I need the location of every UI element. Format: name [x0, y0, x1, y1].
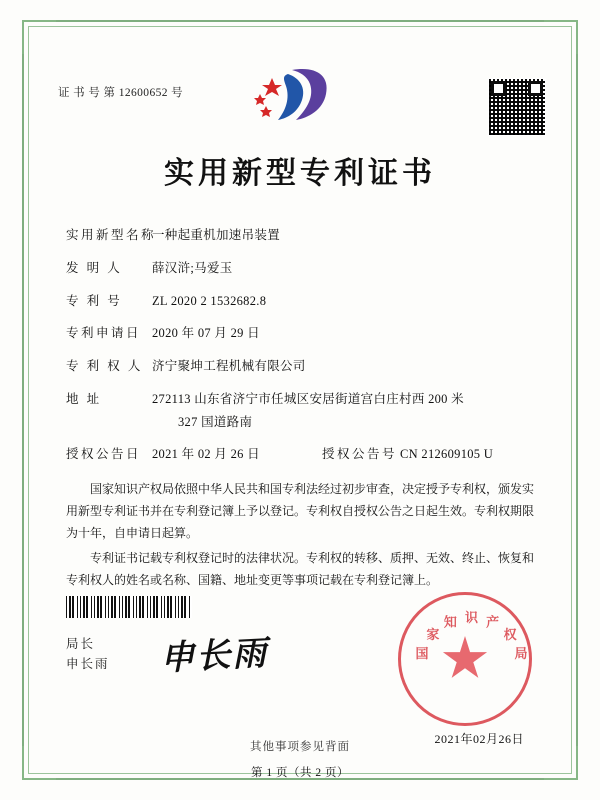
legal-paragraph-1: 国家知识产权局依照中华人民共和国专利法经过初步审查，决定授予专利权，颁发实用新型专利证书并在专利登记簿上予以登记。专利权自授权公告之日起生效。专利权期限为十年，自申请日起算。 — [66, 482, 535, 541]
address-line-2: 327 国道路南 — [178, 414, 253, 429]
field-value: 薛汉浒;马爱玉 — [152, 260, 233, 275]
official-seal — [398, 592, 532, 726]
field-row-patent-number — [66, 292, 536, 311]
field-value: ZL 2020 2 1532682.8 — [152, 293, 267, 308]
patent-office-logo-icon — [252, 64, 348, 126]
director-name: 申长雨 — [66, 657, 110, 671]
field-row-address — [66, 390, 536, 432]
field-value: 2021 年 02 月 26 日 — [152, 447, 260, 462]
header-row — [40, 40, 560, 126]
field-label: 专利申请日 — [66, 326, 142, 341]
field-value-address — [152, 390, 536, 432]
field-label: 专 利 号 — [66, 293, 123, 308]
director-title: 局长 — [66, 637, 96, 651]
field-row-inventor — [66, 259, 536, 278]
field-row-patentee — [66, 357, 536, 376]
page-number: 第 1 页（共 2 页） — [251, 767, 349, 779]
field-row-grant — [66, 445, 536, 464]
field-label: 地 址 — [66, 391, 102, 406]
field-label: 授权公告日 — [66, 447, 142, 462]
field-list — [40, 226, 560, 464]
field-label: 专 利 权 人 — [66, 359, 143, 373]
field-value: 2020 年 07 月 29 日 — [152, 326, 260, 341]
field-value: 济宁聚坤工程机械有限公司 — [152, 359, 306, 373]
field-row-utility-model-name — [66, 226, 536, 245]
handwritten-signature: 申长雨 — [159, 635, 270, 678]
field-row-application-date — [66, 324, 536, 343]
director-labels — [66, 634, 110, 674]
grant-date-group — [66, 445, 322, 464]
barcode — [66, 596, 192, 618]
legal-text — [40, 478, 560, 591]
field-label: 发 明 人 — [66, 260, 123, 275]
legal-paragraph-2: 专利证书记载专利权登记时的法律状况。专利权的转移、质押、无效、终止、恢复和专利权人的姓名或名称、国籍、地址变更等事项记载在专利登记簿上。 — [66, 550, 535, 587]
address-line-1: 272113 山东省济宁市任城区安居街道宫白庄村西 200 米 — [152, 391, 464, 406]
certificate-content — [40, 40, 560, 779]
page-title: 实用新型专利证书 — [164, 157, 436, 190]
certificate-number: 证 书 号 第 12600652 号 — [58, 87, 184, 99]
seal-date: 2021年02月26日 — [434, 732, 524, 746]
field-value: CN 212609105 U — [400, 447, 494, 462]
field-label: 授权公告号 — [322, 447, 398, 462]
qr-code — [488, 78, 546, 136]
field-value: 一种起重机加速吊装置 — [152, 228, 281, 242]
footer-note: 其他事项参见背面 — [250, 741, 350, 753]
seal-ring-text: 国 家 知 识 产 权 局 — [415, 610, 528, 661]
grant-number-group — [322, 445, 493, 464]
field-label: 实用新型名称 — [66, 228, 157, 242]
